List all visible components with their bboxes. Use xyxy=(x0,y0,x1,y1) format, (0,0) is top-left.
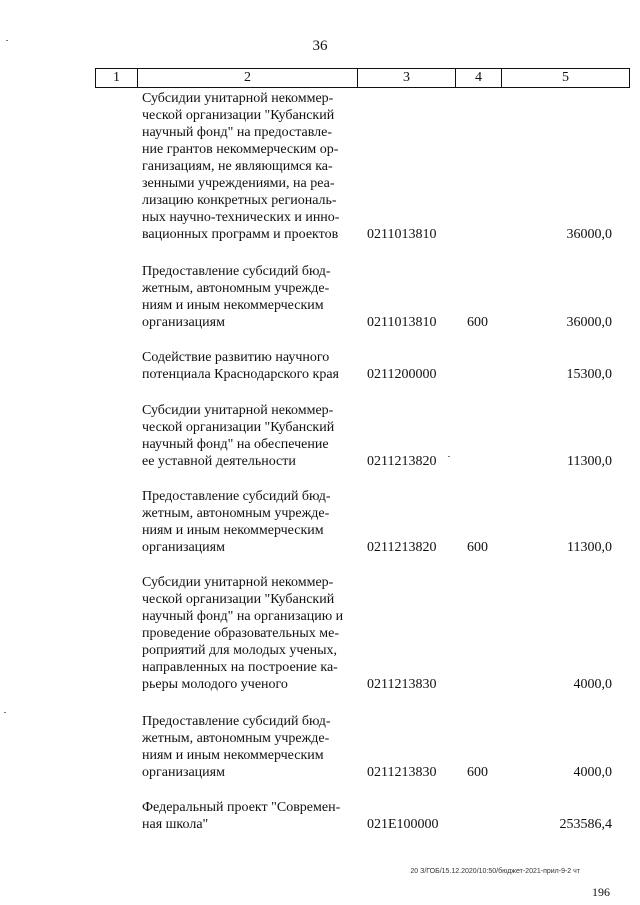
description-line: ние грантов некоммерческим ор- xyxy=(142,142,339,157)
description-line: Субсидии унитарной некоммер- xyxy=(142,403,334,418)
amount-value: 11300,0 xyxy=(567,540,612,555)
target-article-code: 0211213820 xyxy=(367,454,437,469)
header-col-4: 4 xyxy=(456,69,502,87)
header-col-2: 2 xyxy=(138,69,358,87)
description-line: ниям и иным некоммерческим xyxy=(142,298,324,313)
row-description xyxy=(142,713,354,781)
description-line: ее уставной деятельности xyxy=(142,454,296,469)
row-description xyxy=(142,263,354,331)
amount-value: 36000,0 xyxy=(566,227,612,242)
scan-speck xyxy=(6,40,8,41)
row-description xyxy=(142,799,354,833)
table-header xyxy=(95,68,630,88)
expense-type-code: 600 xyxy=(467,540,488,555)
description-line: жетным, автономным учрежде- xyxy=(142,281,330,296)
description-line: проведение образовательных ме- xyxy=(142,626,339,641)
description-line: вационных программ и проектов xyxy=(142,227,339,242)
description-line: Предоставление субсидий бюд- xyxy=(142,264,331,279)
amount-value: 11300,0 xyxy=(567,454,612,469)
amount-value: 253586,4 xyxy=(559,817,612,832)
description-line: ная школа" xyxy=(142,817,209,832)
description-line: ниям и иным некоммерческим xyxy=(142,748,324,763)
description-line: Субсидии унитарной некоммер- xyxy=(142,575,334,590)
target-article-code: 0211013810 xyxy=(367,227,437,242)
description-line: ганизациям, не являющимся ка- xyxy=(142,159,333,174)
description-line: жетным, автономным учрежде- xyxy=(142,731,330,746)
sheet-number: 196 xyxy=(592,885,610,899)
description-line: жетным, автономным учрежде- xyxy=(142,506,330,521)
description-line: потенциала Краснодарского края xyxy=(142,367,339,382)
description-line: роприятий для молодых ученых, xyxy=(142,643,338,658)
page-number: 36 xyxy=(312,38,328,54)
header-col-3: 3 xyxy=(358,69,456,87)
description-line: ческой организации "Кубанский xyxy=(142,108,335,123)
description-line: организациям xyxy=(142,540,225,555)
amount-value: 15300,0 xyxy=(566,367,612,382)
description-line: организациям xyxy=(142,315,225,330)
target-article-code: 0211213830 xyxy=(367,677,437,692)
description-line: Предоставление субсидий бюд- xyxy=(142,489,331,504)
description-line: зенными учреждениями, на реа- xyxy=(142,176,335,191)
description-line: Содействие развитию научного xyxy=(142,350,330,365)
target-article-code: 0211213820 xyxy=(367,540,437,555)
target-article-code: 0211200000 xyxy=(367,367,437,382)
description-line: ческой организации "Кубанский xyxy=(142,592,335,607)
document-stamp: 20 З/ГОБ/15.12.2020/10:50/бюджет-2021-прил-9-2 чт xyxy=(410,868,580,875)
row-description xyxy=(142,402,354,470)
target-article-code: 0211013810 xyxy=(367,315,437,330)
amount-value: 4000,0 xyxy=(573,677,612,692)
description-line: рьеры молодого ученого xyxy=(142,677,288,692)
amount-value: 4000,0 xyxy=(573,765,612,780)
description-line: Федеральный проект "Современ- xyxy=(142,800,341,815)
header-col-1: 1 xyxy=(96,69,138,87)
description-line: научный фонд" на организацию и xyxy=(142,609,344,624)
row-description xyxy=(142,488,354,556)
description-line: направленных на построение ка- xyxy=(142,660,338,675)
description-line: ных научно-технических и инно- xyxy=(142,210,340,225)
header-col-5: 5 xyxy=(562,70,569,85)
description-line: лизацию конкретных региональ- xyxy=(142,193,337,208)
description-line: организациям xyxy=(142,765,225,780)
row-description xyxy=(142,90,354,243)
target-article-code: 0211213830 xyxy=(367,765,437,780)
expense-type-code: 600 xyxy=(467,765,488,780)
description-line: ниям и иным некоммерческим xyxy=(142,523,324,538)
row-description xyxy=(142,349,354,383)
target-article-code: 021E100000 xyxy=(367,817,439,832)
row-description xyxy=(142,574,354,693)
amount-value: 36000,0 xyxy=(566,315,612,330)
description-line: научный фонд" на обеспечение xyxy=(142,437,329,452)
description-line: Предоставление субсидий бюд- xyxy=(142,714,331,729)
scan-speck xyxy=(4,712,6,713)
description-line: ческой организации "Кубанский xyxy=(142,420,335,435)
description-line: Субсидии унитарной некоммер- xyxy=(142,91,334,106)
description-line: научный фонд" на предоставле- xyxy=(142,125,333,140)
expense-type-code: 600 xyxy=(467,315,488,330)
scan-speck xyxy=(448,456,450,457)
